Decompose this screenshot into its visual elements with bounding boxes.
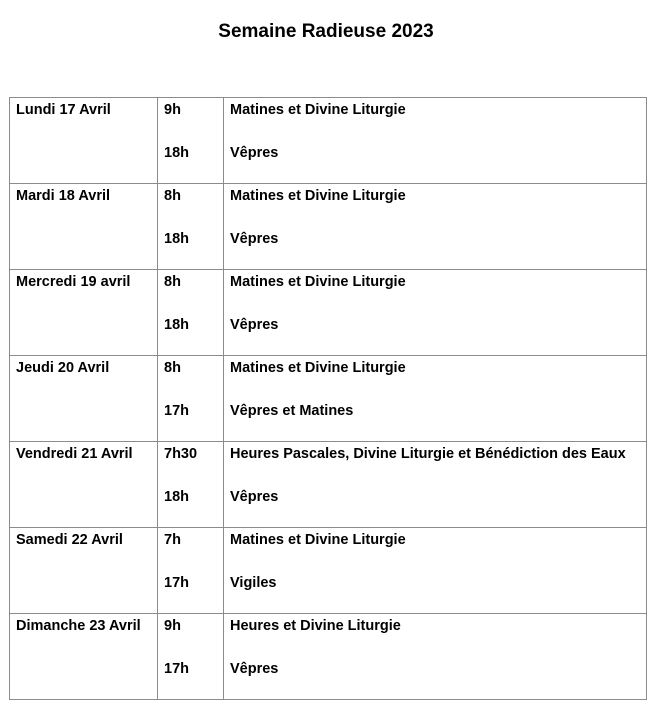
- day-label: Mercredi 19 avril: [16, 274, 131, 290]
- time-cell: [158, 614, 224, 700]
- day-cell: [10, 356, 158, 442]
- day-label: Dimanche 23 Avril: [16, 618, 141, 634]
- service-time: 18h: [164, 317, 189, 333]
- service-name: Heures et Divine Liturgie: [230, 618, 401, 634]
- table-row: [10, 98, 647, 184]
- day-label: Vendredi 21 Avril: [16, 446, 133, 462]
- page-title: Semaine Radieuse 2023: [218, 21, 434, 42]
- time-cell: [158, 442, 224, 528]
- service-name: Vigiles: [230, 575, 277, 591]
- service-time: 7h: [164, 532, 181, 548]
- service-time: 18h: [164, 489, 189, 505]
- day-label: Jeudi 20 Avril: [16, 360, 110, 376]
- table-row: [10, 184, 647, 270]
- day-cell: [10, 614, 158, 700]
- time-cell: [158, 528, 224, 614]
- table-row: [10, 528, 647, 614]
- service-time: 9h: [164, 618, 181, 634]
- service-name: Vêpres: [230, 145, 279, 161]
- service-time: 18h: [164, 231, 189, 247]
- service-name: Vêpres: [230, 231, 279, 247]
- service-name: Vêpres: [230, 661, 279, 677]
- day-cell: [10, 528, 158, 614]
- day-label: Mardi 18 Avril: [16, 188, 111, 204]
- service-time: 17h: [164, 661, 189, 677]
- service-name: Matines et Divine Liturgie: [230, 360, 406, 376]
- service-name: Vêpres: [230, 317, 279, 333]
- service-time: 8h: [164, 360, 181, 376]
- day-cell: [10, 184, 158, 270]
- day-cell: [10, 270, 158, 356]
- service-time: 9h: [164, 102, 181, 118]
- day-cell: [10, 442, 158, 528]
- service-time: 17h: [164, 403, 189, 419]
- service-time: 8h: [164, 188, 181, 204]
- day-label: Lundi 17 Avril: [16, 102, 111, 118]
- service-cell: [224, 270, 647, 356]
- table-row: [10, 270, 647, 356]
- service-cell: [224, 614, 647, 700]
- table-row: [10, 356, 647, 442]
- service-name: Matines et Divine Liturgie: [230, 102, 406, 118]
- service-cell: [224, 442, 647, 528]
- service-cell: [224, 184, 647, 270]
- time-cell: [158, 356, 224, 442]
- service-name: Vêpres et Matines: [230, 403, 354, 419]
- time-cell: [158, 184, 224, 270]
- service-name: Heures Pascales, Divine Liturgie et Bénédiction des Eaux: [230, 446, 626, 462]
- table-row: [10, 614, 647, 700]
- service-cell: [224, 98, 647, 184]
- service-name: Matines et Divine Liturgie: [230, 188, 406, 204]
- service-time: 7h30: [164, 446, 198, 462]
- service-time: 17h: [164, 575, 189, 591]
- service-cell: [224, 356, 647, 442]
- service-name: Vêpres: [230, 489, 279, 505]
- table-row: [10, 442, 647, 528]
- schedule-table: [9, 97, 647, 700]
- time-cell: [158, 270, 224, 356]
- day-label: Samedi 22 Avril: [16, 532, 123, 548]
- service-name: Matines et Divine Liturgie: [230, 532, 406, 548]
- service-cell: [224, 528, 647, 614]
- service-name: Matines et Divine Liturgie: [230, 274, 406, 290]
- service-time: 18h: [164, 145, 189, 161]
- time-cell: [158, 98, 224, 184]
- service-time: 8h: [164, 274, 181, 290]
- day-cell: [10, 98, 158, 184]
